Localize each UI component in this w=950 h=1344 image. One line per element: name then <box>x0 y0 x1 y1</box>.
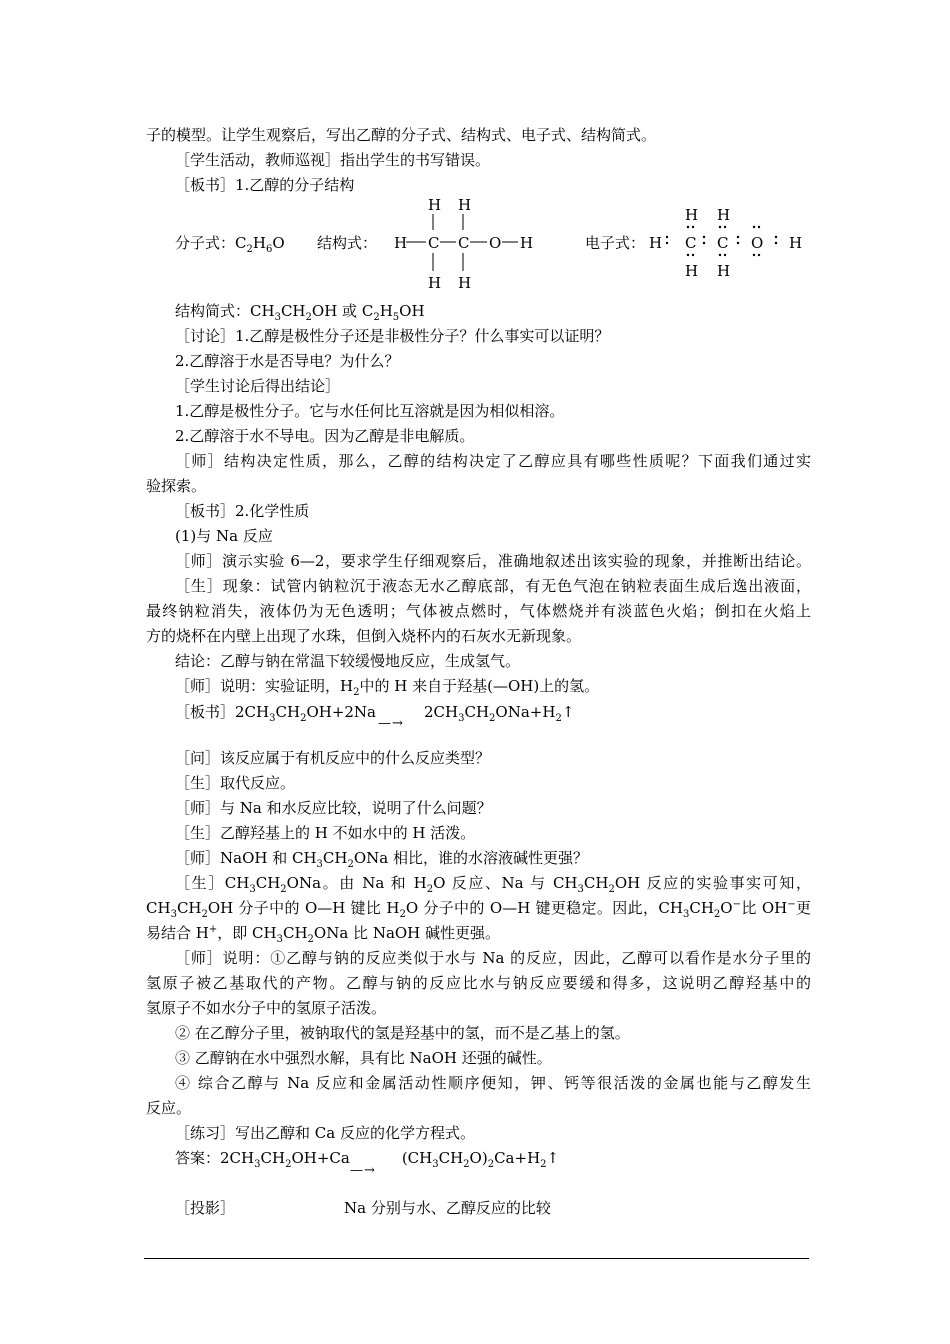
question-line: ［师］NaOH 和 $CH_3CH_2ONa$ 相比，谁的水溶液碱性更强？ <box>175 849 589 870</box>
text-line: ［学生讨论后得出结论］ <box>175 377 341 395</box>
text-line: 验探索。 <box>146 477 207 495</box>
reaction-arrow: —→ <box>350 1163 376 1178</box>
electron-formula <box>645 196 810 296</box>
answer-equation-line: 答案：$2CH_3CH_2OH+Ca$ $(CH_3CH_2O)_2Ca+H_2↑$ <box>175 1149 560 1170</box>
svg-text:H: H <box>428 274 442 292</box>
text-line: ［板书］2.化学性质 <box>175 502 310 520</box>
svg-text:H: H <box>649 234 663 252</box>
text-line: 结论：乙醇与钠在常温下较缓慢地反应，生成氢气。 <box>175 652 521 670</box>
svg-text:O: O <box>489 234 502 252</box>
svg-text:H: H <box>685 206 699 224</box>
svg-text:H: H <box>458 196 472 214</box>
text-line: ② 在乙醇分子里，被钠取代的氢是羟基中的氢，而不是乙基上的氢。 <box>175 1024 630 1042</box>
projection-title: Na 分别与水、乙醇反应的比较 <box>344 1199 551 1217</box>
text-line: 氢原子被乙基取代的产物。乙醇与钠的反应比水与钠反应要缓和得多，这说明乙醇羟基中的 <box>146 974 811 992</box>
text-line: 2.乙醇溶于水是否导电？为什么？ <box>175 352 400 370</box>
structural-formula <box>390 196 534 296</box>
text-line: ［学生活动，教师巡视］指出学生的书写错误。 <box>175 151 491 169</box>
text-line: 1.乙醇是极性分子。它与水任何比互溶就是因为相似相溶。 <box>175 402 565 420</box>
text-line: ［讨论］1.乙醇是极性分子还是非极性分子？什么事实可以证明？ <box>175 327 610 345</box>
reaction-arrow: —→ <box>378 716 404 731</box>
svg-text:C: C <box>428 234 440 252</box>
text-line: ［生］乙醇羟基上的 H 不如水中的 H 活泼。 <box>175 824 476 842</box>
svg-text:H: H <box>789 234 803 252</box>
projection-label: ［投影］ <box>175 1199 236 1217</box>
svg-text:H: H <box>428 196 442 214</box>
simple-formula-line: 结构简式：$CH_3CH_2OH$ 或 $C_2H_5OH$ <box>175 302 425 323</box>
text-line: 最终钠粒消失，液体仍为无色透明；气体被点燃时，气体燃烧并有淡蓝色火焰；倒扣在火焰上 <box>146 602 811 620</box>
text-line: 方的烧杯在内壁上出现了水珠，但倒入烧杯内的石灰水无新现象。 <box>146 627 582 645</box>
answer-line: $CH_3CH_2OH$ 分子中的 O—H 键比 $H_2O$ 分子中的 O—H 键更稳定。因此，$CH_3CH_2O^-$比 OH−更 <box>146 899 812 920</box>
page-rule <box>144 1258 809 1259</box>
ethanol-structure <box>175 196 815 296</box>
text-line: ［师］与 Na 和水反应比较，说明了什么问题？ <box>175 799 492 817</box>
note-line: ［师］说明：实验证明，$H_2$中的 H 来自于羟基(—OH)上的氢。 <box>175 677 600 698</box>
formula-label: 分子式：$C_2H_6O$ <box>175 234 285 255</box>
svg-text:H: H <box>685 262 699 280</box>
answer-line: ［生$]CH_3CH_2ONa$。由 Na 和 $H_2O$ 反应、Na 与 $CH_3CH_2OH$ 反应的实验事实可知， <box>175 874 811 895</box>
answer-line: 易结合 H+，即 $CH_3CH_2ONa$ 比 NaOH 碱性更强。 <box>146 924 501 945</box>
text-line: ［生］取代反应。 <box>175 774 296 792</box>
electron-label: 电子式： <box>585 234 646 252</box>
text-line: ［问］该反应属于有机反应中的什么反应类型？ <box>175 749 491 767</box>
svg-text:H: H <box>394 234 408 252</box>
text-line: ［板书］1.乙醇的分子结构 <box>175 176 355 194</box>
svg-text:H: H <box>458 274 472 292</box>
svg-text:H: H <box>717 206 731 224</box>
text-line: 氢原子不如水分子中的氢原子活泼。 <box>146 999 387 1017</box>
text-line: 子的模型。让学生观察后，写出乙醇的分子式、结构式、电子式、结构简式。 <box>146 126 657 144</box>
text-line: 反应。 <box>146 1099 192 1117</box>
svg-text:C: C <box>458 234 470 252</box>
text-line: ③ 乙醇钠在水中强烈水解，具有比 NaOH 还强的碱性。 <box>175 1049 552 1067</box>
svg-text:H: H <box>717 262 731 280</box>
text-line: ［练习］写出乙醇和 Ca 反应的化学方程式。 <box>175 1124 475 1142</box>
svg-text:C: C <box>685 234 697 252</box>
text-line: ［师］演示实验 6—2，要求学生仔细观察后，准确地叙述出该实验的现象，并推断出结论。 <box>175 552 811 570</box>
text-line: ［生］现象：试管内钠粒沉于液态无水乙醇底部，有无色气泡在钠粒表面生成后逸出液面， <box>175 577 811 595</box>
text-line: 2.乙醇溶于水不导电。因为乙醇是非电解质。 <box>175 427 475 445</box>
text-line: ［师］说明：①乙醇与钠的反应类似于水与 Na 的反应，因此，乙醇可以看作是水分子里的 <box>175 949 811 967</box>
svg-text:C: C <box>717 234 729 252</box>
structural-label: 结构式： <box>317 234 378 252</box>
text-line: (1)与 Na 反应 <box>175 527 273 545</box>
svg-text:O: O <box>751 234 764 252</box>
equation-line: ［板书$]2CH_3CH_2OH+2Na$ $2CH_3CH_2ONa+H_2↑$ <box>175 703 575 724</box>
text-line: ④ 综合乙醇与 Na 反应和金属活动性顺序便知，钾、钙等很活泼的金属也能与乙醇发生 <box>175 1074 811 1092</box>
svg-text:H: H <box>520 234 534 252</box>
text-line: ［师］结构决定性质，那么，乙醇的结构决定了乙醇应具有哪些性质呢？下面我们通过实 <box>175 452 811 470</box>
